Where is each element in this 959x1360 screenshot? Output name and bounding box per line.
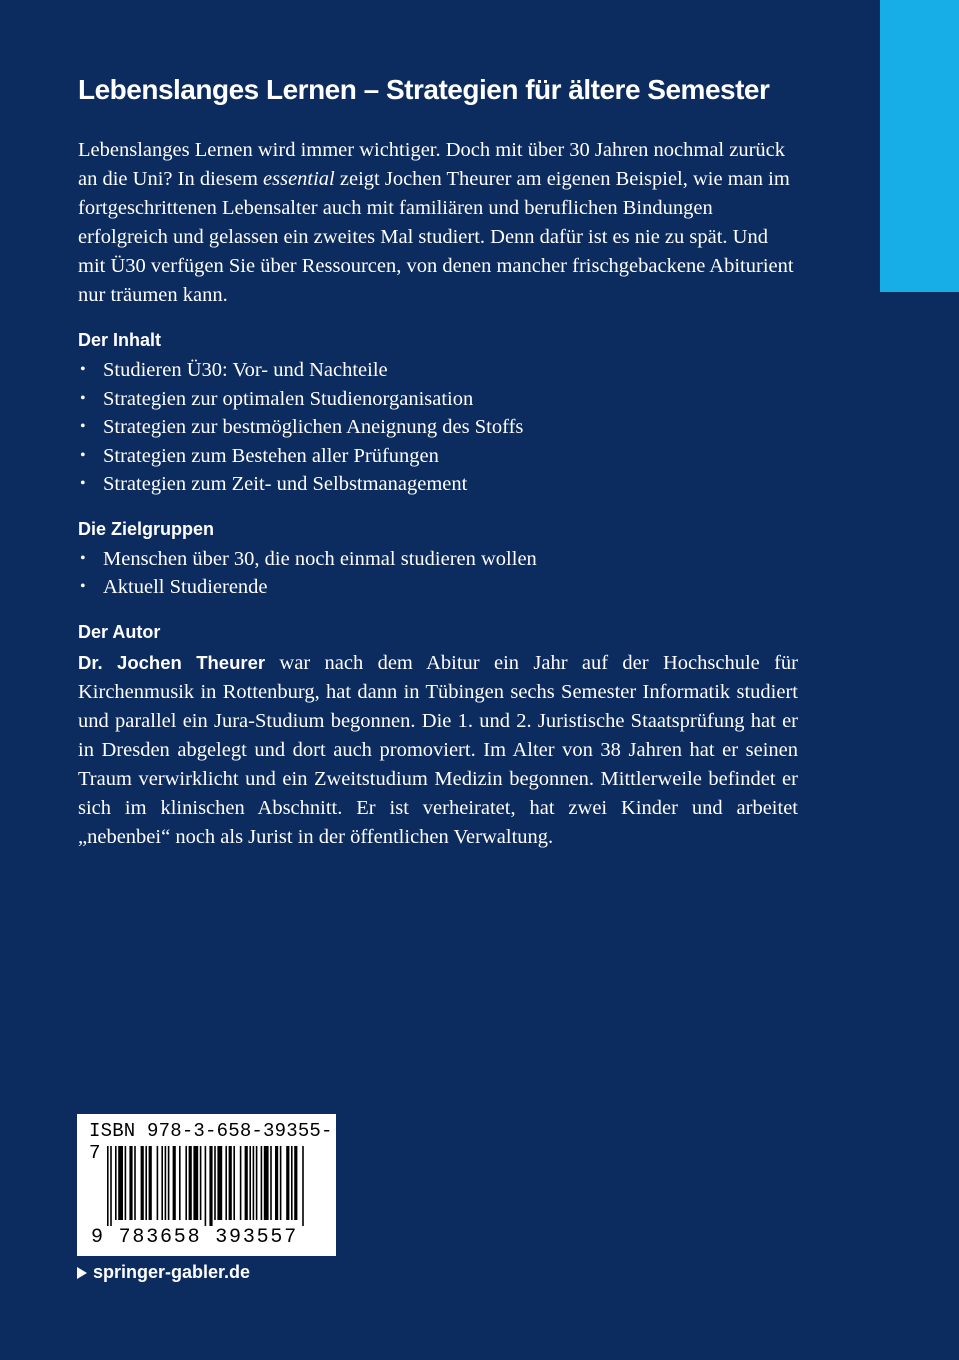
intro-text-start: Lebenslanges Lernen wird immer wichtiger. Doch mit über 30 Jahren nochmal zurück an die Uni? In diesem bbox=[78, 139, 786, 190]
publisher-link[interactable] bbox=[77, 1262, 250, 1283]
barcode-bar bbox=[264, 1146, 269, 1220]
barcode-bar bbox=[200, 1146, 202, 1220]
barcode-bar bbox=[179, 1146, 181, 1220]
barcode-bar bbox=[302, 1146, 304, 1226]
barcode-bar bbox=[118, 1146, 123, 1220]
isbn-label: ISBN 978-3-658-39355-7 bbox=[89, 1120, 333, 1164]
barcode-bar bbox=[249, 1146, 251, 1220]
barcode-bar bbox=[157, 1146, 159, 1220]
barcode-bar bbox=[229, 1146, 232, 1220]
publisher-link-text[interactable]: springer-gabler.de bbox=[93, 1262, 251, 1282]
barcode-bar bbox=[110, 1146, 112, 1226]
barcode-bars bbox=[107, 1146, 307, 1226]
list-item: • Studieren Ü30: Vor- und Nachteile bbox=[78, 356, 798, 385]
barcode-bar bbox=[291, 1146, 293, 1220]
section-heading-inhalt: Der Inhalt bbox=[78, 330, 162, 350]
barcode-bar bbox=[115, 1146, 117, 1220]
barcode-bar bbox=[145, 1146, 147, 1220]
list-item: • Strategien zum Zeit- und Selbstmanagement bbox=[78, 470, 798, 499]
barcode-bar bbox=[217, 1146, 222, 1220]
barcode-bar bbox=[165, 1146, 167, 1220]
accent-bar bbox=[880, 0, 959, 292]
barcode-bar bbox=[193, 1146, 198, 1220]
barcode-bar bbox=[149, 1146, 152, 1220]
barcode-bar bbox=[107, 1146, 109, 1226]
barcode-bar bbox=[245, 1146, 248, 1220]
barcode-bar bbox=[134, 1146, 136, 1220]
barcode-bar bbox=[270, 1146, 272, 1220]
intro-text-end: zeigt Jochen Theurer am eigenen Beispiel, wie man im fortgeschrittenen Lebensalter auch mit familiären und beruflichen Bindungen erfolgreich und gelassen ein zweites Mal studiert. Denn dafür ist es nie zu spät. Und mit Ü30 verfügen Sie über Ressourcen, von denen mancher frischgebackene Abiturient nur träumen kann. bbox=[78, 168, 794, 306]
zielgruppen-list bbox=[78, 545, 798, 602]
barcode-bar bbox=[141, 1146, 144, 1220]
intro-italic-term: essential bbox=[263, 168, 335, 190]
barcode-bar bbox=[205, 1146, 207, 1226]
barcode-bar bbox=[286, 1146, 289, 1220]
author-bio bbox=[78, 648, 798, 852]
barcode-bar bbox=[161, 1146, 163, 1220]
list-item: • Aktuell Studierende bbox=[78, 573, 798, 602]
barcode-bar bbox=[214, 1146, 216, 1220]
section-heading-autor: Der Autor bbox=[78, 621, 161, 642]
barcode-bar bbox=[240, 1146, 242, 1220]
back-cover-content bbox=[78, 70, 798, 852]
author-bio-text: war nach dem Abitur ein Jahr auf der Hochschule für Kirchenmusik in Rottenburg, hat dann in Tübingen sechs Semester Informatik studiert und parallel ein Jura-Studium begonnen. Die 1. und 2. Juristische Staatsprüfung hat er in Dresden abgelegt und dort auch promoviert. Im Alter von 38 Jahren hat er seinen Traum verwirklicht und ein Zweitstudium Medizin begonnen. Mittlerweile befindet er sich im klinischen Abschnitt. Er ist verheiratet, hat zwei Kinder und arbeitet „nebenbei“ noch als Jurist in der öffentlichen Verwaltung. bbox=[78, 651, 798, 848]
intro-paragraph bbox=[78, 136, 798, 310]
barcode-bar bbox=[168, 1146, 170, 1220]
barcode-bar bbox=[256, 1146, 258, 1220]
author-name: Dr. Jochen Theurer bbox=[78, 651, 266, 673]
list-item: • Strategien zur bestmöglichen Aneignung des Stoffs bbox=[78, 413, 798, 442]
barcode-bar bbox=[185, 1146, 187, 1220]
barcode-bar bbox=[280, 1146, 282, 1220]
barcode-bar bbox=[189, 1146, 192, 1220]
barcode-bar bbox=[173, 1146, 176, 1220]
ean-digits: 9 783658 393557 bbox=[91, 1226, 299, 1249]
list-item: • Menschen über 30, die noch einmal studieren wollen bbox=[78, 545, 798, 574]
isbn-barcode bbox=[77, 1114, 336, 1256]
inhalt-list bbox=[78, 356, 798, 499]
list-item: • Strategien zum Bestehen aller Prüfungen bbox=[78, 442, 798, 471]
barcode-bar bbox=[233, 1146, 235, 1220]
barcode-bar bbox=[253, 1146, 255, 1220]
barcode-bar bbox=[275, 1146, 278, 1220]
page-title: Lebenslanges Lernen – Strategien für ältere Semester bbox=[78, 74, 770, 105]
barcode-bar bbox=[125, 1146, 127, 1220]
barcode-bar bbox=[129, 1146, 132, 1220]
barcode-bar bbox=[209, 1146, 212, 1226]
section-heading-zielgruppen: Die Zielgruppen bbox=[78, 518, 215, 539]
arrow-right-icon bbox=[77, 1267, 87, 1279]
barcode-bar bbox=[294, 1146, 297, 1220]
barcode-bar bbox=[261, 1146, 263, 1220]
list-item: • Strategien zur optimalen Studienorganisation bbox=[78, 385, 798, 414]
barcode-bar bbox=[225, 1146, 227, 1220]
